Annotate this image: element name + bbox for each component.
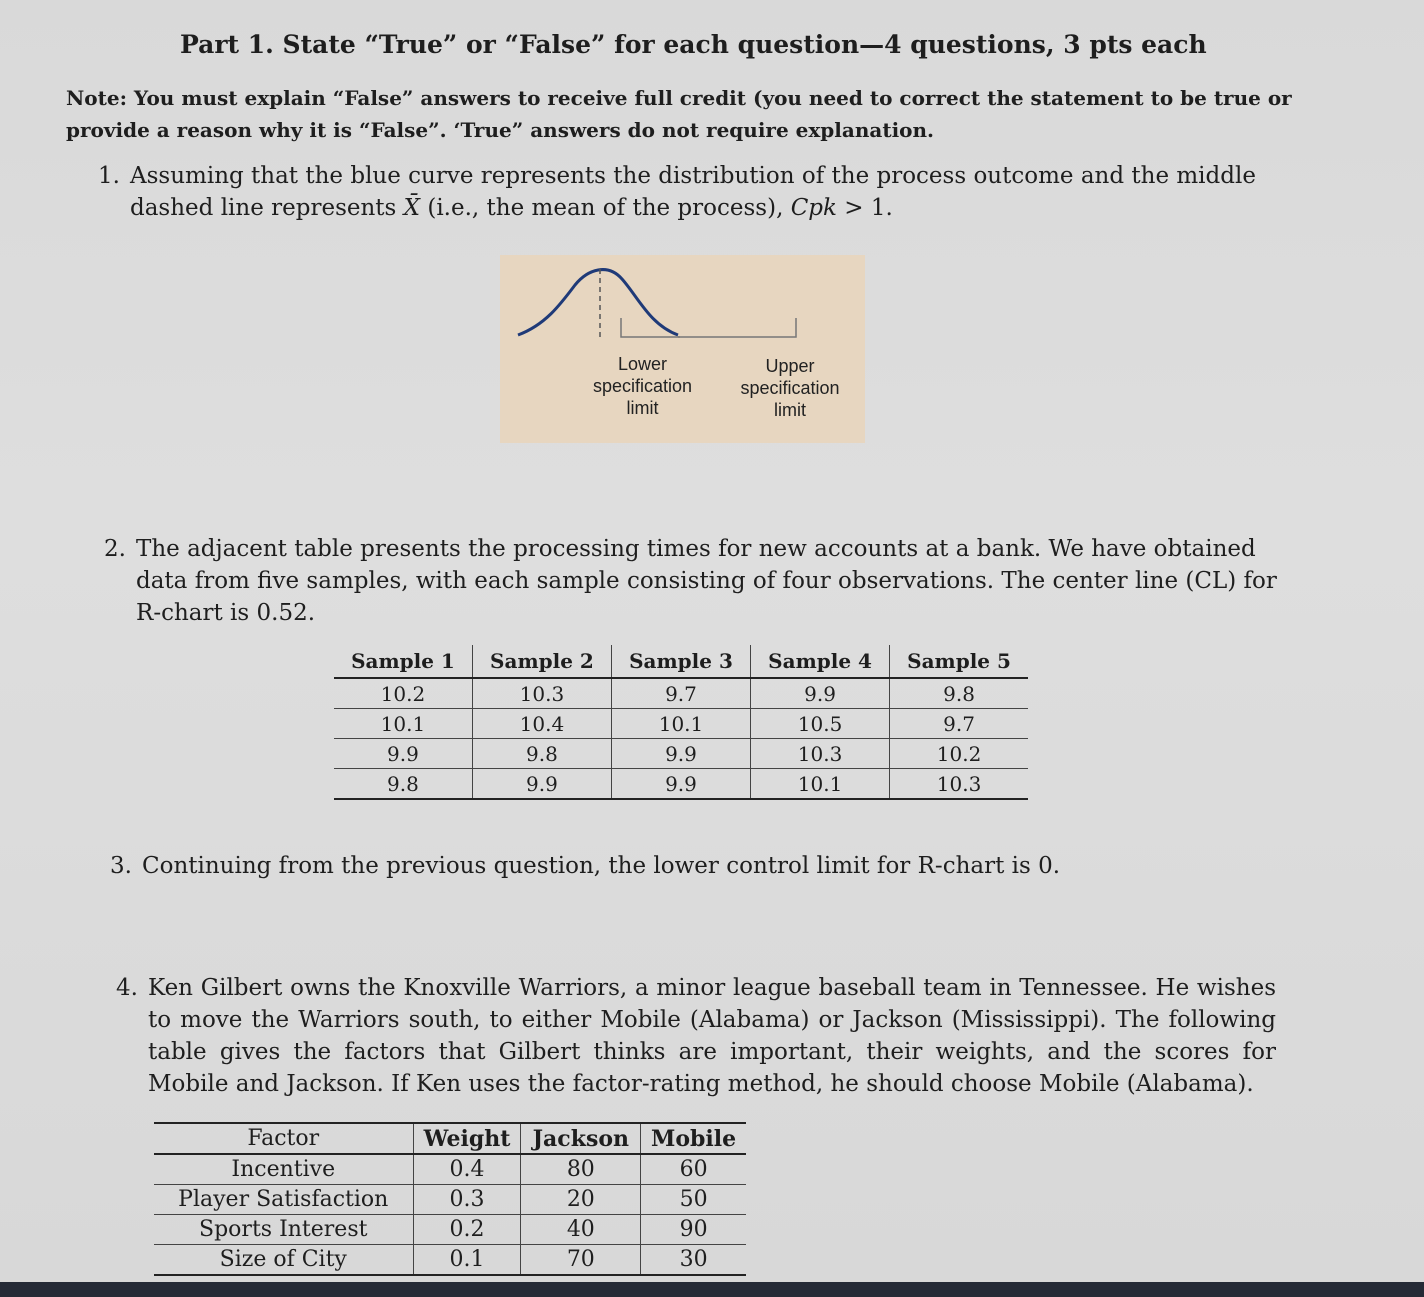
question-1-text-after: > 1. (836, 195, 893, 221)
table-row (334, 739, 1028, 769)
instructions-note: Note: You must explain “False” answers to receive full credit (you need to correct the statement to be true or provide a reason why it is “False”. ‘True” answers do not require explanation. (66, 86, 1292, 142)
table-cell: 60 (641, 1154, 746, 1185)
column-header: Mobile (641, 1123, 746, 1154)
lower-spec-limit-marker (621, 318, 680, 337)
screen-bottom-edge (0, 1282, 1424, 1297)
question-2-text: The adjacent table presents the processing times for new accounts at a bank. We have obtained data from five samples, with each sample consisting of four observations. The center line (CL) for R-chart is 0.52. (136, 536, 1277, 626)
table-cell: 80 (521, 1154, 641, 1185)
table-cell: 9.9 (611, 739, 750, 769)
table-cell: 10.1 (334, 709, 472, 739)
table-row (154, 1245, 746, 1276)
upper-spec-limit-label: Upper specification limit (740, 356, 840, 420)
table-cell: 10.3 (472, 678, 611, 709)
table-cell: Incentive (154, 1154, 413, 1185)
table-row (334, 709, 1028, 739)
question-4 (116, 972, 1276, 1100)
question-1 (98, 160, 1303, 224)
lower-spec-limit-label: Lower specification limit (592, 354, 693, 418)
table-cell: 20 (521, 1185, 641, 1215)
table-row (154, 1215, 746, 1245)
distribution-curve (518, 270, 678, 335)
table-header-row (154, 1123, 746, 1154)
table-cell: Sports Interest (154, 1215, 413, 1245)
table-header-row (334, 645, 1028, 678)
column-header: Sample 3 (611, 645, 750, 678)
table-cell: 10.2 (334, 678, 472, 709)
question-3-text: Continuing from the previous question, the lower control limit for R-chart is 0. (142, 853, 1061, 879)
question-4-number: 4. (116, 975, 138, 1001)
table-cell: 90 (641, 1215, 746, 1245)
table-cell: 10.2 (890, 739, 1028, 769)
table-cell: 0.2 (413, 1215, 521, 1245)
table-cell: 10.5 (751, 709, 890, 739)
column-header: Factor (154, 1123, 413, 1154)
xbar-symbol: X̄ (403, 195, 421, 221)
column-header: Sample 1 (334, 645, 472, 678)
table-cell: 9.9 (472, 769, 611, 800)
table-cell: 9.8 (472, 739, 611, 769)
table-cell: 9.9 (751, 678, 890, 709)
table-cell: Player Satisfaction (154, 1185, 413, 1215)
question-1-text-before: Assuming that the blue curve represents the distribution of the process outcome and the middle dashed line represents (130, 163, 1256, 221)
column-header: Sample 5 (890, 645, 1028, 678)
table-row (154, 1154, 746, 1185)
table-cell: 10.1 (611, 709, 750, 739)
table-cell: 10.1 (751, 769, 890, 800)
table-cell: 50 (641, 1185, 746, 1215)
table-cell: Size of City (154, 1245, 413, 1276)
table-row (334, 769, 1028, 800)
table-cell: 9.7 (890, 709, 1028, 739)
table-cell: 0.3 (413, 1185, 521, 1215)
table-cell: 0.4 (413, 1154, 521, 1185)
table-cell: 9.9 (334, 739, 472, 769)
column-header: Sample 2 (472, 645, 611, 678)
question-2-number: 2. (104, 536, 126, 562)
table-row (154, 1185, 746, 1215)
processing-times-table (334, 645, 1028, 800)
factor-rating-table (154, 1122, 746, 1276)
question-3-number: 3. (110, 853, 132, 879)
question-1-text-mid: (i.e., the mean of the process), (420, 195, 791, 221)
cpk-symbol: Cpk (790, 195, 837, 221)
table-cell: 10.4 (472, 709, 611, 739)
upper-spec-limit-marker (678, 318, 796, 337)
question-4-text: Ken Gilbert owns the Knoxville Warriors, a minor league baseball team in Tennessee. He wishes to move the Warriors south, to either Mobile (Alabama) or Jackson (Mississippi). The following table gives the factors that Gilbert thinks are important, their weights, and the scores for Mobile and Jackson. If Ken uses the factor-rating method, he should choose Mobile (Alabama). (148, 975, 1276, 1097)
question-3 (110, 850, 1110, 882)
table-cell: 9.9 (611, 769, 750, 800)
column-header: Jackson (521, 1123, 641, 1154)
table-cell: 10.3 (890, 769, 1028, 800)
column-header: Weight (413, 1123, 521, 1154)
table-cell: 9.8 (334, 769, 472, 800)
table-cell: 40 (521, 1215, 641, 1245)
process-distribution-figure (500, 255, 865, 443)
table-cell: 70 (521, 1245, 641, 1276)
table-cell: 9.8 (890, 678, 1028, 709)
question-1-text (130, 160, 1303, 224)
column-header: Sample 4 (751, 645, 890, 678)
question-1-number: 1. (98, 163, 120, 189)
table-row (334, 678, 1028, 709)
question-2 (104, 533, 1289, 629)
table-cell: 10.3 (751, 739, 890, 769)
table-cell: 0.1 (413, 1245, 521, 1276)
part-title: Part 1. State “True” or “False” for each question—4 questions, 3 pts each (180, 30, 1207, 59)
table-cell: 9.7 (611, 678, 750, 709)
table-cell: 30 (641, 1245, 746, 1276)
